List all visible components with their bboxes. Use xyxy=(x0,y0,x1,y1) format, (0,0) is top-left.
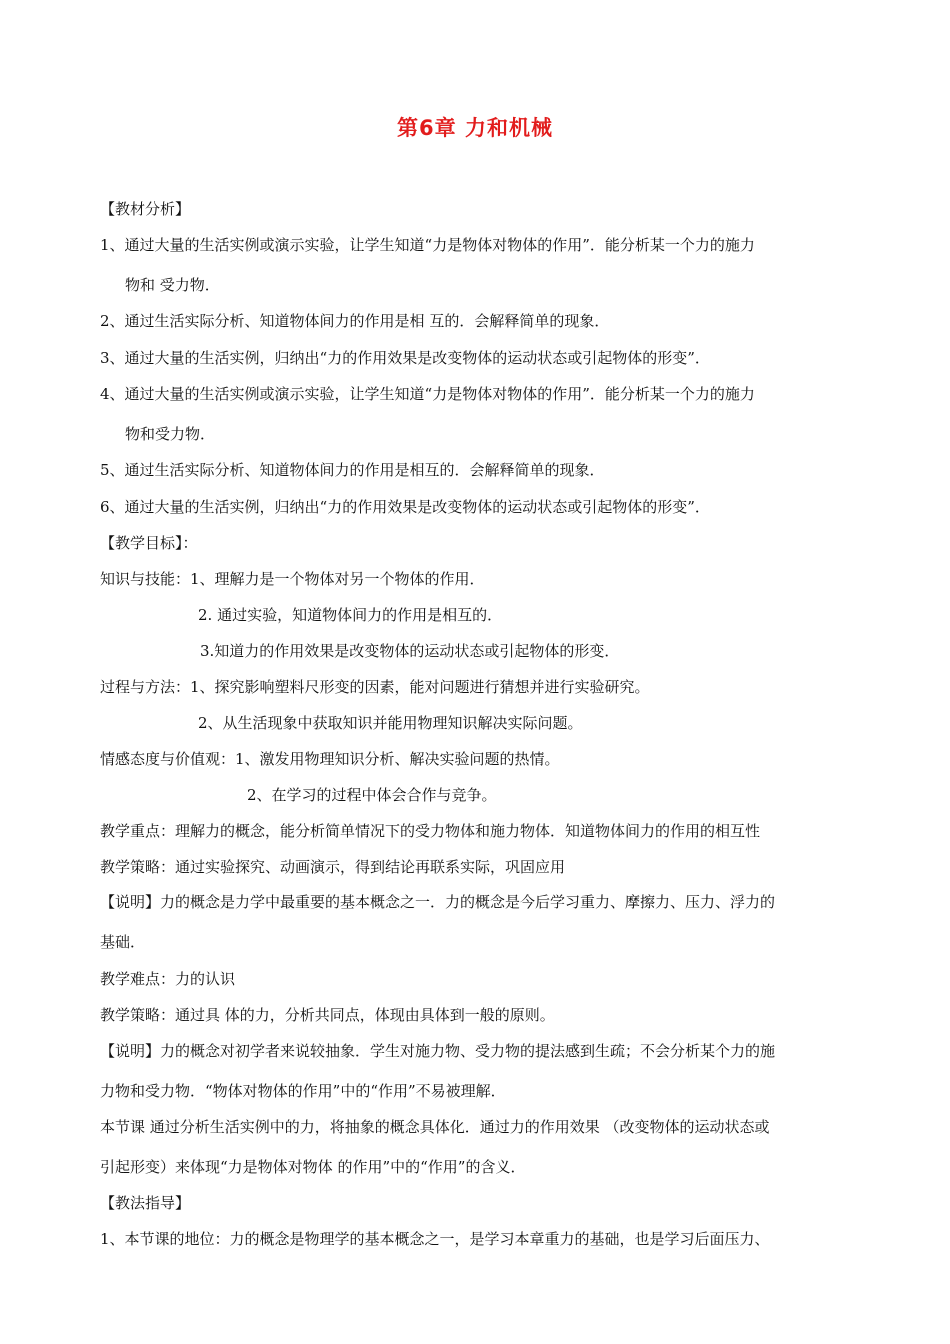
explanation-note: 【说明】力的概念是力学中最重要的基本概念之一．力的概念是今后学习重力、摩擦力、压力、浮力的 xyxy=(100,893,776,911)
list-item: 6、通过大量的生活实例，归纳出“力的作用效果是改变物体的运动状态或引起物体的形变”． xyxy=(100,498,710,516)
section-heading-teaching-objectives: 【教学目标】： xyxy=(100,534,198,552)
list-item-continuation: 物和受力物． xyxy=(125,425,216,443)
objective-line: 2、在学习的过程中体会合作与竞争。 xyxy=(247,786,497,804)
teaching-strategy: 教学策略：通过实验探究、动画演示，得到结论再联系实际，巩固应用 xyxy=(100,858,566,876)
list-item: 4、通过大量的生活实例或演示实验，让学生知道“力是物体对物体的作用”．能分析某一个力的施力 xyxy=(100,385,755,403)
list-item-continuation: 物和 受力物． xyxy=(125,276,220,294)
objective-line: 3.知道力的作用效果是改变物体的运动状态或引起物体的形变． xyxy=(200,642,620,660)
list-item: 5、通过生活实际分析、知道物体间力的作用是相互的．会解释简单的现象． xyxy=(100,461,605,479)
section-heading-textbook-analysis: 【教材分析】 xyxy=(100,200,191,218)
lesson-approach: 本节课 通过分析生活实例中的力，将抽象的概念具体化．通过力的作用效果 （改变物体的运动状态或 xyxy=(100,1118,770,1136)
objective-line: 情感态度与价值观：1、激发用物理知识分析、解决实验问题的热情。 xyxy=(100,750,560,768)
objective-line: 2、从生活现象中获取知识并能用物理知识解决实际问题。 xyxy=(198,714,583,732)
list-item: 3、通过大量的生活实例，归纳出“力的作用效果是改变物体的运动状态或引起物体的形变”． xyxy=(100,349,710,367)
explanation-note-continuation: 力物和受力物．“物体对物体的作用”中的“作用”不易被理解． xyxy=(100,1082,506,1100)
objective-line: 知识与技能：1、理解力是一个物体对另一个物体的作用． xyxy=(100,570,485,588)
lesson-approach-continuation: 引起形变）来体现“力是物体对物体 的作用”中的“作用”的含义． xyxy=(100,1158,526,1176)
teaching-focus: 教学重点：理解力的概念，能分析简单情况下的受力物体和施力物体．知道物体间力的作用的相互性 xyxy=(100,822,761,840)
page-title: 第6章 力和机械 xyxy=(397,116,553,140)
explanation-note: 【说明】力的概念对初学者来说较抽象．学生对施力物、受力物的提法感到生疏；不会分析某个力的施 xyxy=(100,1042,776,1060)
explanation-note-continuation: 基础． xyxy=(100,933,146,951)
list-item: 1、本节课的地位：力的概念是物理学的基本概念之一，是学习本章重力的基础，也是学习后面压力、 xyxy=(100,1230,770,1248)
teaching-difficulty: 教学难点：力的认识 xyxy=(100,970,236,988)
section-heading-teaching-guidance: 【教法指导】 xyxy=(100,1194,191,1212)
list-item: 1、通过大量的生活实例或演示实验，让学生知道“力是物体对物体的作用”．能分析某一个力的施力 xyxy=(100,236,755,254)
objective-line: 2. 通过实验，知道物体间力的作用是相互的． xyxy=(198,606,503,624)
objective-line: 过程与方法：1、探究影响塑料尺形变的因素，能对问题进行猜想并进行实验研究。 xyxy=(100,678,650,696)
list-item: 2、通过生活实际分析、知道物体间力的作用是相 互的．会解释简单的现象． xyxy=(100,312,610,330)
teaching-strategy: 教学策略：通过具 体的力，分析共同点，体现由具体到一般的原则。 xyxy=(100,1006,555,1024)
